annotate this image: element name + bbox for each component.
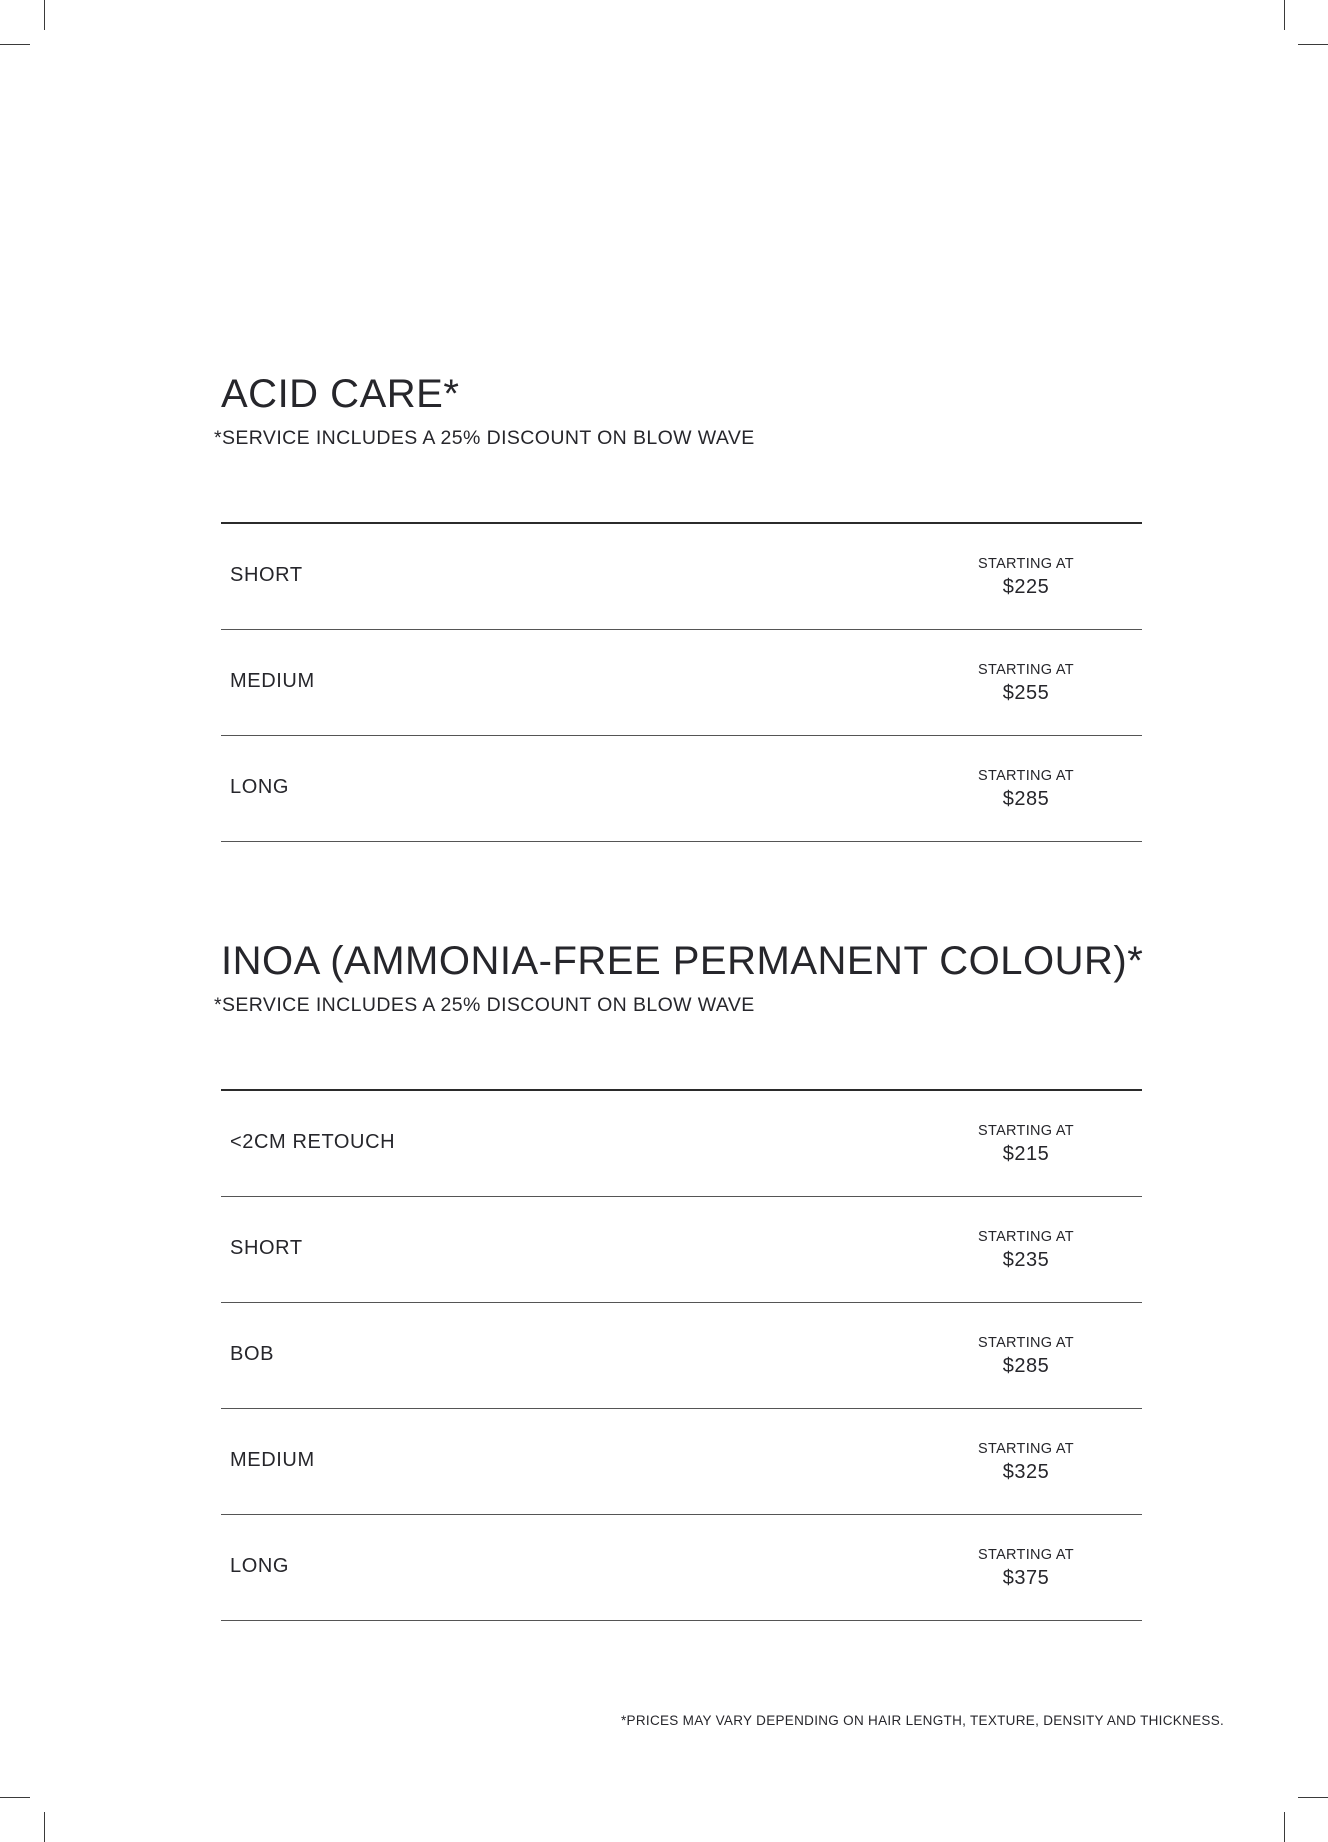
row-name: <2CM RETOUCH xyxy=(230,1131,396,1153)
row-name: BOB xyxy=(230,1343,275,1365)
price-lead: STARTING AT xyxy=(978,768,1074,784)
row-name: MEDIUM xyxy=(230,670,315,692)
section-note: *SERVICE INCLUDES A 25% DISCOUNT ON BLOW WAVE xyxy=(214,994,755,1016)
price-row-short xyxy=(221,524,1142,630)
price-amount: $285 xyxy=(1002,1355,1050,1377)
price-amount: $215 xyxy=(1002,1143,1050,1165)
price-table xyxy=(221,1089,1142,1621)
row-price xyxy=(941,767,1111,813)
crop-mark-bottom-left-horizontal xyxy=(0,1797,30,1798)
price-lead: STARTING AT xyxy=(978,1547,1074,1563)
price-amount: $375 xyxy=(1002,1567,1050,1589)
price-row-medium xyxy=(221,630,1142,736)
price-lead: STARTING AT xyxy=(978,1335,1074,1351)
price-amount: $235 xyxy=(1002,1249,1050,1271)
price-lead: STARTING AT xyxy=(978,1123,1074,1139)
price-row-bob xyxy=(221,1303,1142,1409)
row-price xyxy=(941,555,1111,601)
crop-mark-bottom-right-horizontal xyxy=(1298,1797,1328,1798)
price-row-retouch xyxy=(221,1091,1142,1197)
row-price xyxy=(941,1546,1111,1592)
row-price xyxy=(941,661,1111,707)
price-lead: STARTING AT xyxy=(978,662,1074,678)
section-title: ACID CARE* xyxy=(221,372,460,416)
section-title: INOA (AMMONIA-FREE PERMANENT COLOUR)* xyxy=(221,939,1144,983)
price-row-medium xyxy=(221,1409,1142,1515)
row-name: SHORT xyxy=(230,564,303,586)
price-amount: $285 xyxy=(1002,788,1050,810)
pricing-footnote: *PRICES MAY VARY DEPENDING ON HAIR LENGTH, TEXTURE, DENSITY AND THICKNESS. xyxy=(621,1713,1225,1728)
row-name: MEDIUM xyxy=(230,1449,315,1471)
price-table xyxy=(221,522,1142,842)
crop-mark-top-left-vertical xyxy=(44,0,45,30)
price-lead: STARTING AT xyxy=(978,1441,1074,1457)
price-lead: STARTING AT xyxy=(978,1229,1074,1245)
crop-mark-top-right-vertical xyxy=(1284,0,1285,30)
price-amount: $255 xyxy=(1002,682,1050,704)
row-name: LONG xyxy=(230,1555,290,1577)
row-name: SHORT xyxy=(230,1237,303,1259)
row-name: LONG xyxy=(230,776,290,798)
price-lead: STARTING AT xyxy=(978,556,1074,572)
row-price xyxy=(941,1228,1111,1274)
crop-mark-bottom-left-vertical xyxy=(44,1812,45,1842)
price-row-short xyxy=(221,1197,1142,1303)
price-row-long xyxy=(221,736,1142,842)
crop-mark-top-right-horizontal xyxy=(1298,44,1328,45)
crop-mark-bottom-right-vertical xyxy=(1284,1812,1285,1842)
section-note: *SERVICE INCLUDES A 25% DISCOUNT ON BLOW WAVE xyxy=(214,427,755,449)
crop-mark-top-left-horizontal xyxy=(0,44,30,45)
row-price xyxy=(941,1440,1111,1486)
row-price xyxy=(941,1122,1111,1168)
row-price xyxy=(941,1334,1111,1380)
price-amount: $225 xyxy=(1002,576,1050,598)
price-amount: $325 xyxy=(1002,1461,1050,1483)
price-row-long xyxy=(221,1515,1142,1621)
